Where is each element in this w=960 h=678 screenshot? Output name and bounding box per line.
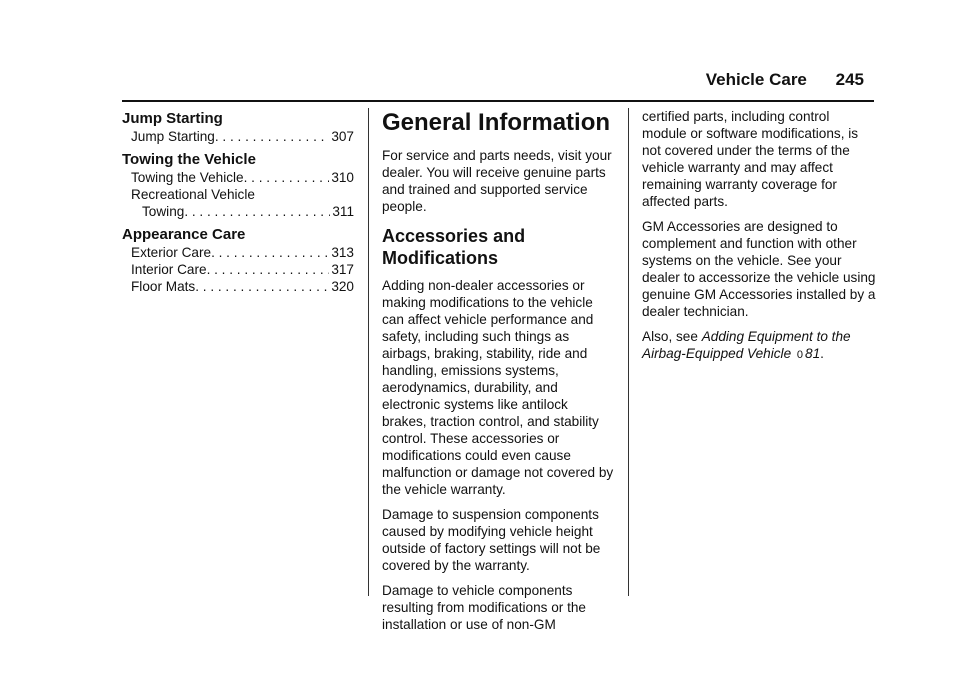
page-number: 245 [835, 70, 864, 89]
toc-entry[interactable] [122, 203, 354, 220]
section-toc [122, 108, 354, 301]
toc-entry-page: 307 [331, 129, 354, 144]
accessories-paragraph-1: Adding non-dealer accessories or making modifications to the vehicle can affect vehicle performance and safety, including such things as airbags, braking, stability, ride and handling, emissions systems, aerodynamics, durability, and electronic systems like antilock brakes, traction control, and stability control. These accessories or modifications could even cause malfunction or damage not covered by the vehicle warranty. [382, 278, 614, 497]
accessories-title [382, 225, 616, 269]
toc-leader [211, 244, 329, 261]
column-divider-1 [368, 108, 369, 596]
accessories-paragraph-5 [642, 328, 876, 364]
general-information-paragraph: For service and parts needs, visit your dealer. You will receive genuine parts and trained and supported service people. [382, 148, 612, 214]
accessories-title-line2: Modifications [382, 248, 498, 268]
column-divider-2 [628, 108, 629, 596]
toc-entry[interactable] [122, 128, 354, 145]
cross-reference-page[interactable]: 81 [805, 346, 821, 361]
toc-entry-label: Recreational Vehicle [131, 187, 255, 202]
toc-entry-page: 320 [331, 279, 354, 294]
chapter-title: Vehicle Care [705, 70, 807, 89]
toc-leader [184, 203, 330, 220]
toc-entry-label: Towing [142, 204, 185, 219]
toc-entry[interactable] [122, 169, 354, 186]
general-information-title: General Information [382, 109, 611, 136]
accessories-paragraph-3-continued: certified parts, including control module or software modifications, is not covered under the terms of the vehicle warranty and may affect remaining warranty coverage for affected parts. [642, 109, 859, 209]
toc-heading: Appearance Care [122, 226, 246, 243]
toc-leader [195, 278, 329, 295]
toc-entry-label: Interior Care [131, 262, 207, 277]
accessories-paragraph-2: Damage to suspension components caused by modifying vehicle height outside of factory settings will not be covered by the warranty. [382, 507, 601, 573]
toc-section-appearance [122, 226, 354, 295]
accessories-paragraph-3: Damage to vehicle components resulting from modifications or the installation or use of non-GM [382, 583, 586, 632]
main-column-2 [382, 108, 616, 641]
toc-entry[interactable] [122, 244, 354, 261]
cross-reference-link[interactable]: Adding Equipment to the Airbag-Equipped Vehicle [642, 329, 851, 361]
page-header [706, 70, 864, 90]
toc-entry-label: Floor Mats [131, 279, 196, 294]
see-also-prefix: Also, see [642, 329, 702, 344]
toc-entry-label: Jump Starting [131, 129, 215, 144]
toc-heading: Towing the Vehicle [122, 151, 256, 168]
toc-entry-page: 317 [331, 262, 354, 277]
toc-entry-page: 310 [331, 170, 354, 185]
accessories-title-line1: Accessories and [382, 226, 526, 246]
toc-leader [244, 169, 330, 186]
toc-entry[interactable] [122, 261, 354, 278]
toc-entry-page: 311 [332, 204, 354, 219]
toc-entry-label: Towing the Vehicle [131, 170, 244, 185]
accessories-paragraph-4: GM Accessories are designed to complement and function with other systems on the vehicle. See your dealer to accessorize the vehicle using genuine GM Accessories installed by a dealer technician. [642, 219, 876, 319]
toc-entry-line1[interactable] [122, 186, 354, 203]
sentence-end: . [820, 346, 824, 361]
toc-heading: Jump Starting [122, 110, 223, 127]
toc-section-jump-starting [122, 110, 354, 145]
toc-leader [207, 261, 330, 278]
header-rule [122, 100, 874, 102]
toc-entry-label: Exterior Care [131, 245, 212, 260]
main-column-3 [642, 108, 876, 372]
toc-leader [215, 128, 329, 145]
toc-entry[interactable] [122, 278, 354, 295]
page-reference-icon: 0 [796, 349, 804, 361]
toc-section-towing [122, 151, 354, 220]
toc-entry-page: 313 [331, 245, 354, 260]
